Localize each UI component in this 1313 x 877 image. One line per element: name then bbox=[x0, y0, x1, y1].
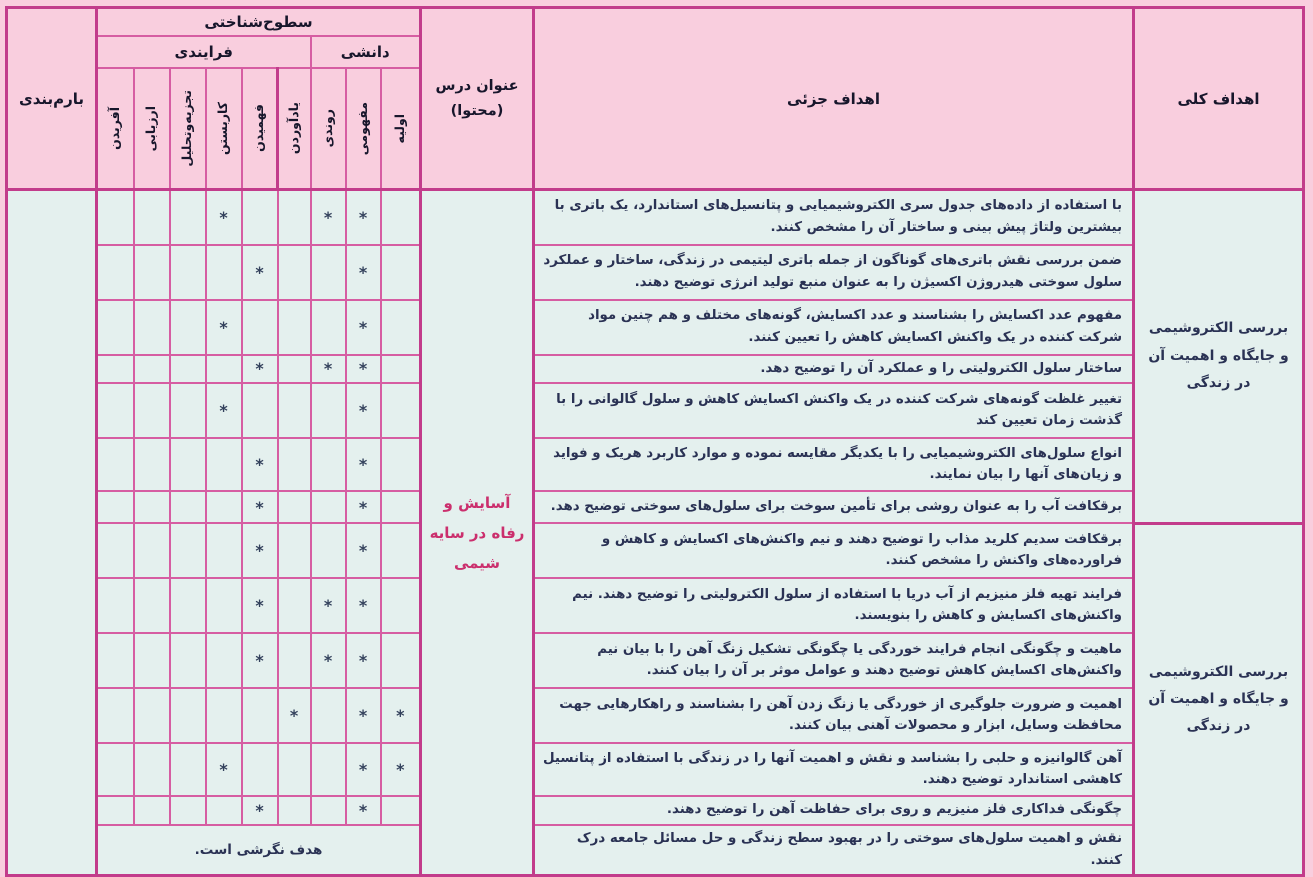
level-mark-cell bbox=[311, 491, 346, 523]
level-mark-cell bbox=[206, 245, 242, 300]
level-mark-cell bbox=[278, 491, 311, 523]
level-mark-cell bbox=[134, 438, 170, 491]
level-mark-cell bbox=[381, 578, 421, 633]
level-mark-cell bbox=[134, 523, 170, 578]
level-mark-cell bbox=[381, 383, 421, 438]
level-label: ارزیابی bbox=[143, 105, 159, 151]
level-mark-cell bbox=[170, 190, 206, 245]
level-mark-cell: * bbox=[311, 633, 346, 688]
header-partial-objectives: اهداف جزئی bbox=[534, 8, 1134, 190]
level-mark-cell: * bbox=[206, 383, 242, 438]
header-knowledge-group: دانشی bbox=[311, 36, 421, 68]
level-mark-cell bbox=[278, 523, 311, 578]
level-mark-cell bbox=[206, 796, 242, 825]
level-mark-cell: * bbox=[242, 355, 278, 384]
level-mark-cell bbox=[381, 300, 421, 355]
table-row bbox=[6, 796, 1303, 825]
objective-cell: ماهیت و چگونگی انجام فرایند خوردگی یا چگونگی تشکیل زنگ آهن را با بیان نیم واکنش‌های اکسایش کاهش توضیح دهند و عوامل موثر بر آن را بیان کنند. bbox=[534, 633, 1134, 688]
objective-cell: آهن گالوانیزه و حلبی را بشناسد و نقش و اهمیت آنها را در زندگی با استفاده از پتانسیل کاهشی استاندارد توضیح دهند. bbox=[534, 743, 1134, 796]
header-lesson-title-line1: عنوان درس bbox=[435, 77, 519, 94]
level-mark-cell bbox=[134, 300, 170, 355]
level-mark-cell bbox=[278, 743, 311, 796]
level-mark-cell: * bbox=[346, 355, 381, 384]
level-mark-cell bbox=[311, 300, 346, 355]
level-mark-cell bbox=[170, 633, 206, 688]
level-mark-cell bbox=[170, 743, 206, 796]
level-mark-cell bbox=[134, 743, 170, 796]
level-mark-cell: * bbox=[206, 190, 242, 245]
header-level-column bbox=[242, 68, 278, 190]
level-mark-cell bbox=[381, 523, 421, 578]
level-mark-cell bbox=[206, 491, 242, 523]
level-mark-cell bbox=[96, 796, 133, 825]
table-row bbox=[6, 355, 1303, 384]
level-mark-cell: * bbox=[278, 688, 311, 743]
level-mark-cell: * bbox=[242, 491, 278, 523]
level-mark-cell bbox=[96, 688, 133, 743]
level-mark-cell: * bbox=[346, 491, 381, 523]
table-row bbox=[6, 438, 1303, 491]
level-mark-cell: * bbox=[346, 633, 381, 688]
objective-cell: برقکافت آب را به عنوان روشی برای تأمین سوخت برای سلول‌های سوختی توضیح دهد. bbox=[534, 491, 1134, 523]
level-label: مفهومی bbox=[354, 101, 370, 155]
header-level-column bbox=[206, 68, 242, 190]
level-mark-cell bbox=[278, 796, 311, 825]
level-mark-cell bbox=[206, 438, 242, 491]
level-label: فهمیدن bbox=[251, 104, 266, 153]
level-label: یادآوردن bbox=[286, 102, 301, 155]
level-mark-cell bbox=[278, 245, 311, 300]
header-lesson-title bbox=[421, 8, 534, 190]
level-mark-cell bbox=[311, 438, 346, 491]
general-objective-cell: بررسی الکتروشیمی و جایگاه و اهمیت آن در زندگی bbox=[1134, 190, 1304, 524]
level-mark-cell: * bbox=[346, 245, 381, 300]
table-row bbox=[6, 383, 1303, 438]
table-row bbox=[6, 190, 1303, 245]
level-mark-cell bbox=[311, 383, 346, 438]
level-mark-cell: * bbox=[242, 245, 278, 300]
table-row bbox=[6, 578, 1303, 633]
header-level-column bbox=[96, 68, 133, 190]
general-objective-cell: بررسی الکتروشیمی و جایگاه و اهمیت آن در زندگی bbox=[1134, 523, 1304, 876]
objective-cell: برقکافت سدیم کلرید مذاب را توضیح دهند و نیم واکنش‌های اکسایش و کاهش و فراورده‌های واکنش را مشخص کنند. bbox=[534, 523, 1134, 578]
level-mark-cell bbox=[206, 523, 242, 578]
table-row bbox=[6, 523, 1303, 578]
lesson-title-cell: آسایش و رفاه در سایه شیمی bbox=[421, 190, 534, 876]
level-mark-cell: * bbox=[242, 633, 278, 688]
level-mark-cell: * bbox=[346, 190, 381, 245]
table-row bbox=[6, 633, 1303, 688]
level-mark-cell: * bbox=[206, 300, 242, 355]
header-general-objectives: اهداف کلی bbox=[1134, 8, 1304, 190]
level-mark-cell bbox=[170, 796, 206, 825]
level-label: کاربستن bbox=[215, 101, 231, 155]
level-mark-cell: * bbox=[346, 688, 381, 743]
header-level-column bbox=[346, 68, 381, 190]
level-mark-cell bbox=[278, 383, 311, 438]
level-mark-cell bbox=[96, 491, 133, 523]
objective-cell: اهمیت و ضرورت جلوگیری از خوردگی یا زنگ زدن آهن را بشناسند و راهکارهایی جهت محافظت وسایل، ابزار و محصولات آهنی بیان کنند. bbox=[534, 688, 1134, 743]
objective-cell: با استفاده از داده‌های جدول سری الکتروشیمیایی و پتانسیل‌های استاندارد، یک باتری با بیشترین ولتاژ پیش بینی و ساختار آن را مشخص کنند. bbox=[534, 190, 1134, 245]
level-mark-cell bbox=[278, 438, 311, 491]
level-mark-cell bbox=[278, 190, 311, 245]
level-mark-cell bbox=[278, 300, 311, 355]
objective-cell: چگونگی فداکاری فلز منیزیم و روی برای حفاظت آهن را توضیح دهند. bbox=[534, 796, 1134, 825]
level-mark-cell bbox=[134, 383, 170, 438]
level-mark-cell: * bbox=[242, 438, 278, 491]
level-mark-cell bbox=[381, 796, 421, 825]
header-level-column bbox=[278, 68, 311, 190]
table-row bbox=[6, 245, 1303, 300]
header-scoring: بارم‌بندی bbox=[6, 8, 96, 190]
level-mark-cell bbox=[170, 383, 206, 438]
level-mark-cell bbox=[96, 190, 133, 245]
table-row bbox=[6, 688, 1303, 743]
level-mark-cell bbox=[170, 245, 206, 300]
level-mark-cell: * bbox=[311, 578, 346, 633]
level-mark-cell bbox=[311, 245, 346, 300]
table-row bbox=[6, 743, 1303, 796]
level-mark-cell bbox=[170, 491, 206, 523]
header-level-column bbox=[170, 68, 206, 190]
level-mark-cell: * bbox=[346, 438, 381, 491]
level-mark-cell bbox=[311, 688, 346, 743]
level-mark-cell bbox=[381, 245, 421, 300]
level-mark-cell bbox=[134, 245, 170, 300]
level-mark-cell bbox=[381, 491, 421, 523]
attitudinal-note-cell: هدف نگرشی است. bbox=[96, 825, 420, 876]
level-mark-cell: * bbox=[346, 578, 381, 633]
level-mark-cell bbox=[96, 438, 133, 491]
level-mark-cell bbox=[206, 578, 242, 633]
objective-cell: نقش و اهمیت سلول‌های سوختی را در بهبود سطح زندگی و حل مسائل جامعه درک کنند. bbox=[534, 825, 1134, 876]
level-mark-cell bbox=[134, 491, 170, 523]
level-mark-cell: * bbox=[346, 796, 381, 825]
level-mark-cell bbox=[311, 523, 346, 578]
level-mark-cell bbox=[170, 355, 206, 384]
level-mark-cell bbox=[134, 578, 170, 633]
header-cognitive-levels: سطوح‌شناختی bbox=[96, 8, 420, 36]
level-mark-cell bbox=[170, 688, 206, 743]
level-mark-cell bbox=[96, 523, 133, 578]
level-label: اولیه bbox=[392, 113, 407, 143]
objective-cell: ساختار سلول الکترولیتی را و عملکرد آن را توضیح دهد. bbox=[534, 355, 1134, 384]
objective-cell: تغییر غلظت گونه‌های شرکت کننده در یک واکنش اکسایش کاهش و سلول گالوانی را با گذشت زمان تعیین کند bbox=[534, 383, 1134, 438]
level-mark-cell bbox=[134, 796, 170, 825]
level-mark-cell bbox=[96, 743, 133, 796]
level-label: روندی bbox=[319, 109, 335, 148]
level-mark-cell bbox=[170, 523, 206, 578]
level-mark-cell bbox=[96, 245, 133, 300]
level-mark-cell: * bbox=[346, 383, 381, 438]
level-mark-cell bbox=[170, 438, 206, 491]
level-mark-cell: * bbox=[381, 743, 421, 796]
level-mark-cell: * bbox=[242, 578, 278, 633]
level-mark-cell bbox=[242, 383, 278, 438]
level-mark-cell: * bbox=[346, 743, 381, 796]
level-mark-cell bbox=[134, 688, 170, 743]
header-process-group: فرایندی bbox=[96, 36, 310, 68]
objective-cell: مفهوم عدد اکسایش را بشناسند و عدد اکسایش، گونه‌های مختلف و هم چنین مواد شرکت کننده در یک واکنش اکسایش کاهش را تعیین کنند. bbox=[534, 300, 1134, 355]
level-mark-cell: * bbox=[206, 743, 242, 796]
objective-cell: فرایند تهیه فلز منیزیم از آب دریا با استفاده از سلول الکترولیتی را توضیح دهند. نیم واکنش‌های اکسایش و کاهش را بنویسند. bbox=[534, 578, 1134, 633]
level-mark-cell bbox=[96, 578, 133, 633]
level-mark-cell: * bbox=[242, 796, 278, 825]
level-mark-cell bbox=[381, 190, 421, 245]
level-mark-cell bbox=[134, 355, 170, 384]
level-mark-cell bbox=[242, 688, 278, 743]
level-mark-cell bbox=[96, 300, 133, 355]
table-row bbox=[6, 825, 1303, 876]
level-mark-cell bbox=[96, 355, 133, 384]
level-mark-cell bbox=[242, 300, 278, 355]
level-mark-cell: * bbox=[311, 355, 346, 384]
level-mark-cell bbox=[134, 633, 170, 688]
level-mark-cell bbox=[206, 633, 242, 688]
level-mark-cell bbox=[381, 633, 421, 688]
level-mark-cell bbox=[311, 796, 346, 825]
level-mark-cell bbox=[206, 688, 242, 743]
level-label: آفریدن bbox=[107, 106, 122, 150]
level-mark-cell bbox=[242, 743, 278, 796]
level-mark-cell bbox=[242, 190, 278, 245]
level-mark-cell bbox=[170, 578, 206, 633]
level-mark-cell: * bbox=[242, 523, 278, 578]
objective-cell: انواع سلول‌های الکتروشیمیایی را با یکدیگر مقایسه نموده و موارد کاربرد هریک و فواید و زیان‌های آنها را بیان نمایند. bbox=[534, 438, 1134, 491]
scoring-cell bbox=[6, 190, 96, 876]
objective-cell: ضمن بررسی نقش باتری‌های گوناگون از جمله باتری لیتیمی در زندگی، ساختار و عملکرد سلول سوختی هیدروژن اکسیژن را به عنوان منبع تولید انرژی توضیح دهند. bbox=[534, 245, 1134, 300]
header-level-column bbox=[381, 68, 421, 190]
lesson-plan-table bbox=[5, 6, 1305, 877]
level-mark-cell: * bbox=[381, 688, 421, 743]
level-mark-cell bbox=[96, 633, 133, 688]
level-mark-cell: * bbox=[346, 300, 381, 355]
level-mark-cell bbox=[134, 190, 170, 245]
level-mark-cell bbox=[278, 578, 311, 633]
level-label: تجزیه‌وتحلیل bbox=[179, 89, 195, 167]
level-mark-cell bbox=[381, 438, 421, 491]
table-row bbox=[6, 491, 1303, 523]
table-row bbox=[6, 300, 1303, 355]
level-mark-cell: * bbox=[346, 523, 381, 578]
header-level-column bbox=[311, 68, 346, 190]
level-mark-cell bbox=[278, 355, 311, 384]
header-level-column bbox=[134, 68, 170, 190]
level-mark-cell: * bbox=[311, 190, 346, 245]
level-mark-cell bbox=[381, 355, 421, 384]
level-mark-cell bbox=[311, 743, 346, 796]
header-lesson-title-line2: (محتوا) bbox=[450, 102, 504, 119]
level-mark-cell bbox=[170, 300, 206, 355]
level-mark-cell bbox=[278, 633, 311, 688]
level-mark-cell bbox=[206, 355, 242, 384]
level-mark-cell bbox=[96, 383, 133, 438]
